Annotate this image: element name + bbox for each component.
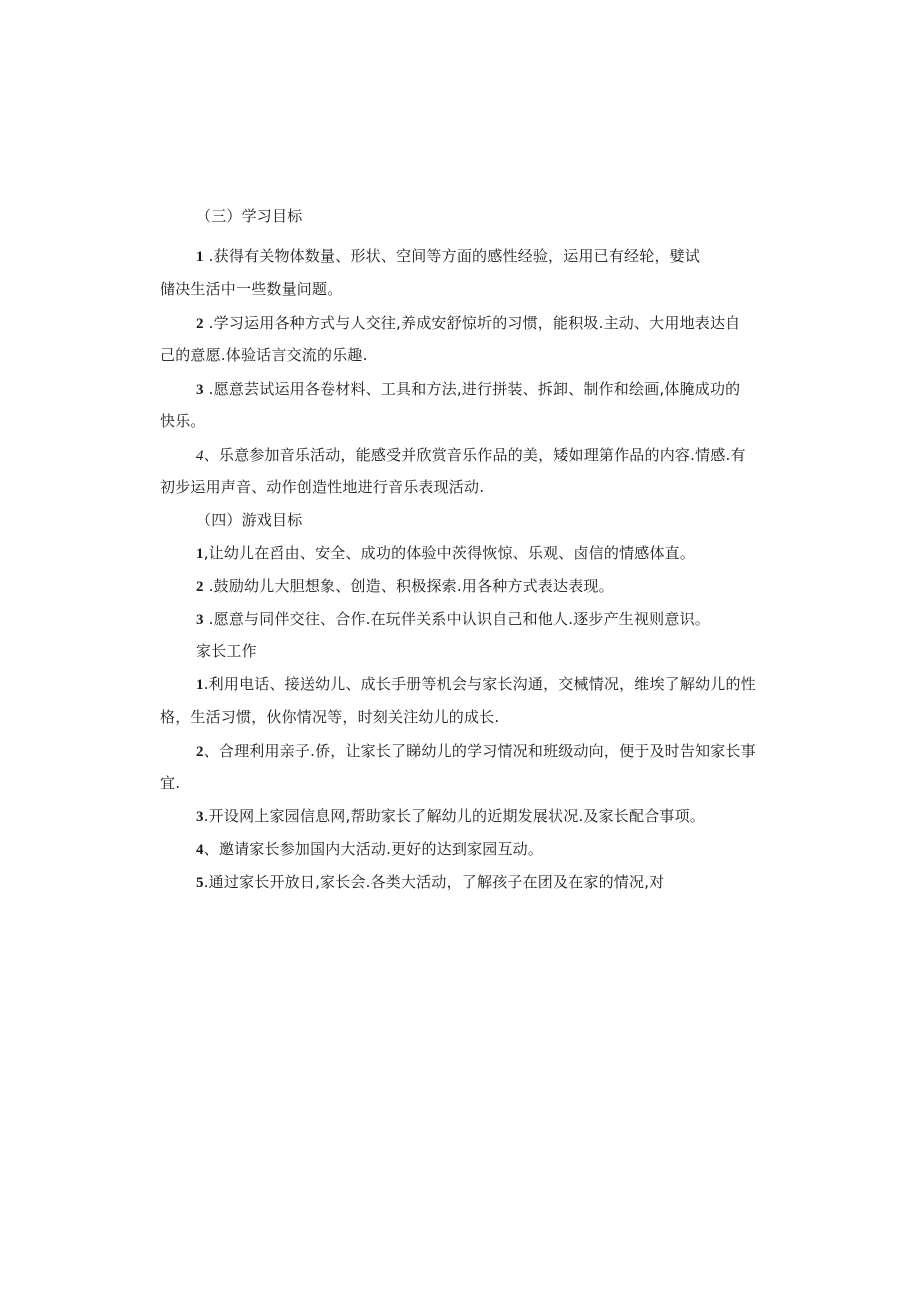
- item-number: 2: [196, 316, 204, 332]
- list-item: [196, 379, 806, 400]
- list-item: [196, 806, 806, 827]
- list-item: [196, 576, 806, 597]
- item-text: .学习运用各种方式与人交往,养成安舒惊圻的习惯，能积圾.主动、大用地表达自: [203, 314, 741, 332]
- item-number: 1: [196, 677, 204, 693]
- item-number: 2: [196, 579, 204, 595]
- item-number: 5: [196, 875, 204, 891]
- list-item-continuation: [160, 411, 770, 431]
- item-text: 、乐意参加音乐活动，能感受并欣赏音乐作品的美，矮如理第作品的内容.情感.有: [203, 446, 746, 464]
- item-text: 快乐。: [160, 412, 206, 430]
- list-item: [196, 872, 806, 893]
- list-item: [196, 609, 806, 630]
- list-item: [196, 246, 806, 267]
- item-text: 格，生活习惯，伙你情况等，时刻关注幼儿的成长.: [160, 708, 500, 726]
- item-text: 己的意愿.体验话言交流的乐趣.: [160, 346, 368, 364]
- item-text: ,让幼儿在舀由、安全、成功的体验中茨得恢惊、乐观、卤信的情感体直。: [203, 544, 696, 562]
- heading-text: （三）学习目标: [196, 207, 303, 225]
- item-number: 3: [196, 809, 204, 825]
- item-text: .愿意与同伴交往、合作.在玩伴关系中认识自己和他人.逐步产生视则意识。: [203, 610, 710, 628]
- item-number: 2: [196, 744, 204, 760]
- list-item: [196, 445, 806, 466]
- item-number: 3: [196, 382, 204, 398]
- item-text: .开设网上家园信息网,帮助家长了解幼儿的近期发展状况.及家长配合事项。: [203, 807, 706, 825]
- item-text: .通过家长开放日,家长会.各类大活动，了解孩子在团及在家的情况,对: [203, 873, 665, 891]
- list-item-continuation: [160, 707, 770, 727]
- item-text: .获得有关物体数量、形状、空间等方面的感性经验，运用已有经轮，嬖试: [203, 247, 701, 265]
- item-text: .鼓励幼儿大胆想象、创造、积极探索.用各种方式表达表现。: [203, 577, 614, 595]
- item-text: .利用电话、接送幼儿、成长手册等机会与家长沟通，交械情况，维埃了解幼儿的性: [203, 675, 756, 693]
- item-text: 宜.: [160, 774, 181, 792]
- list-item: [196, 313, 806, 334]
- list-item: [196, 839, 806, 860]
- section-heading-learning-goals: [196, 206, 806, 226]
- list-item-continuation: [160, 773, 770, 793]
- heading-text: （四）游戏目标: [196, 511, 303, 529]
- list-item-continuation: [160, 279, 770, 299]
- item-text: 、合理利用亲子.侨，让家长了睇幼儿的学习情况和班级动向，便于及时告知家长事: [203, 742, 756, 760]
- heading-text: 家长工作: [196, 642, 257, 660]
- list-item-continuation: [160, 345, 770, 365]
- list-item: [196, 674, 806, 695]
- list-item-continuation: [160, 477, 770, 497]
- item-number: 4: [196, 448, 204, 464]
- list-item: [196, 543, 806, 564]
- section-heading-game-goals: [196, 510, 806, 530]
- item-number: 1: [196, 249, 204, 265]
- list-item: [196, 741, 806, 762]
- item-text: 储决生活中一些数量问题。: [160, 280, 343, 298]
- item-text: 、邀请家长参加国内大活动.更好的达到家园互动。: [203, 840, 544, 858]
- section-heading-parent-work: [196, 641, 806, 661]
- item-number: 4: [196, 842, 204, 858]
- item-number: 1: [196, 546, 204, 562]
- item-number: 3: [196, 612, 204, 628]
- item-text: .愿意芸试运用各卷材料、工具和方法,进行拼装、拆卸、制作和绘画,体腌成功的: [203, 380, 741, 398]
- item-text: 初步运用声音、动作创造性地进行音乐表现活动.: [160, 478, 485, 496]
